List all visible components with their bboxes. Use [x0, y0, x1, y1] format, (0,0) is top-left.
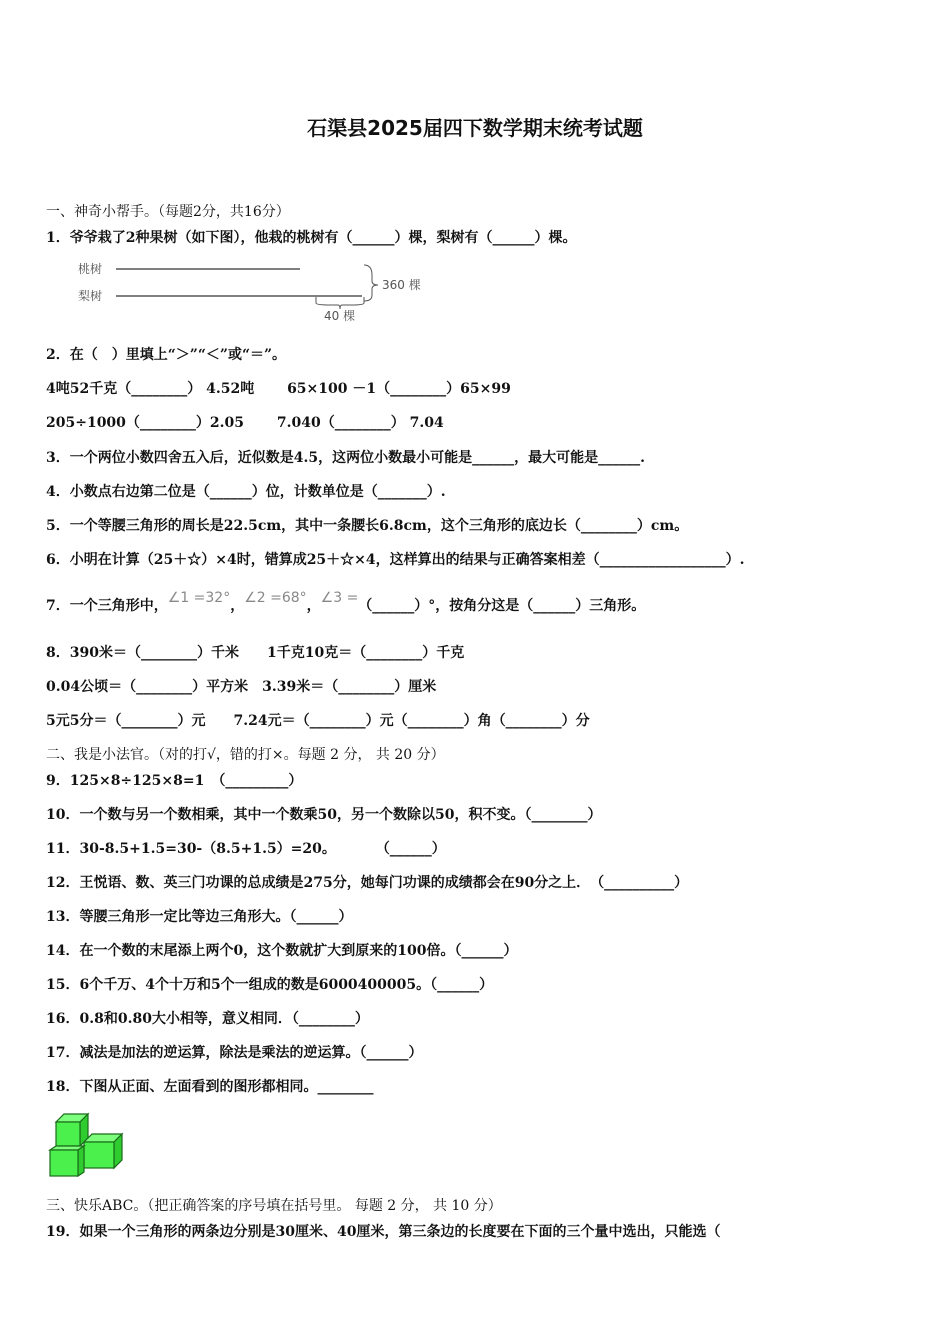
total-label: 360 棵	[382, 278, 421, 292]
question-19: 19．如果一个三角形的两条边分别是30厘米、40厘米，第三条边的长度要在下面的三个量中选出，只能选（	[46, 1224, 721, 1240]
question-16: 16．0.8和0.80大小相等，意义相同．（________）	[46, 1011, 369, 1027]
question-4: 4．小数点右边第二位是（______）位，计数单位是（_______）.	[46, 484, 446, 500]
question-12: 12．王悦语、数、英三门功课的总成绩是275分，她每门功课的成绩都会在90分之上． （__________）	[46, 875, 689, 891]
question-8-row-3: 5元5分＝（________）元 7.24元＝（________）元（________）角（________）分	[46, 713, 590, 729]
question-2-row-2: 205÷1000（________）2.05 7.040（________） 7.04	[46, 415, 444, 431]
q7-suffix: （______）°，按角分这是（______）三角形。	[358, 598, 646, 614]
question-15: 15．6个千万、4个十万和5个一组成的数是6000400005。（______）	[46, 977, 494, 993]
question-13: 13．等腰三角形一定比等边三角形大。（______）	[46, 909, 353, 925]
question-1: 1．爷爷栽了2种果树（如下图），他栽的桃树有（______）棵，梨树有（______）棵。	[46, 230, 577, 246]
q7-prefix: 7．一个三角形中，	[46, 598, 168, 614]
question-7: 7．一个三角形中，∠1 =32°，∠2 =68°，∠3 =（______）°，按角分这是（______）三角形。	[46, 590, 646, 614]
question-18: 18．下图从正面、左面看到的图形都相同。________	[46, 1079, 374, 1095]
page-title: 石渠县2025届四下数学期末统考试题	[307, 116, 643, 140]
question-11: 11．30-8.5+1.5=30-（8.5+1.5）=20。 （______）	[46, 841, 446, 857]
question-8: 8．390米＝（________）千米 1千克10克＝（________）千克	[46, 645, 465, 661]
pear-label: 梨树	[78, 289, 103, 303]
question-9: 9．125×8÷125×8=1 （_________）	[46, 773, 303, 789]
question-8-row-2: 0.04公顷＝（________）平方米 3.39米＝（________）厘米	[46, 679, 437, 695]
peach-label: 桃树	[78, 262, 103, 276]
angle-2: ∠2 =68°	[244, 590, 307, 606]
question-10: 10．一个数与另一个数相乘，其中一个数乘50，另一个数除以50，积不变。（________）	[46, 807, 602, 823]
section-1-heading: 一、神奇小帮手。（每题2分，共16分）	[46, 204, 290, 220]
question-14: 14．在一个数的末尾添上两个0，这个数就扩大到原来的100倍。（______）	[46, 943, 518, 959]
angle-3: ∠3 =	[320, 590, 359, 606]
tree-diagram	[72, 255, 442, 325]
question-6: 6．小明在计算（25＋☆）×4时，错算成25＋☆×4，这样算出的结果与正确答案相差（__________________）.	[46, 552, 745, 568]
diff-label: 40 棵	[324, 309, 356, 323]
question-3: 3．一个两位小数四舍五入后，近似数是4.5，这两位小数最小可能是______，最大可能是______.	[46, 450, 645, 466]
question-2-row-1: 4吨52千克（________） 4.52吨 65×100 －1（________）65×99	[46, 381, 511, 397]
cube-stack-figure	[46, 1110, 136, 1180]
section-2-heading: 二、我是小法官。（对的打√，错的打×。每题 2 分， 共 20 分）	[46, 747, 445, 763]
angle-1: ∠1 =32°	[167, 590, 231, 606]
section-3-heading: 三、快乐ABC。（把正确答案的序号填在括号里。 每题 2 分， 共 10 分）	[46, 1198, 502, 1214]
question-17: 17．减法是加法的逆运算，除法是乘法的逆运算。（______）	[46, 1045, 423, 1061]
question-5: 5．一个等腰三角形的周长是22.5cm，其中一条腰长6.8cm，这个三角形的底边长（________）cm。	[46, 518, 689, 534]
question-2: 2．在（ ）里填上“＞”“＜”或“＝”。	[46, 347, 287, 363]
